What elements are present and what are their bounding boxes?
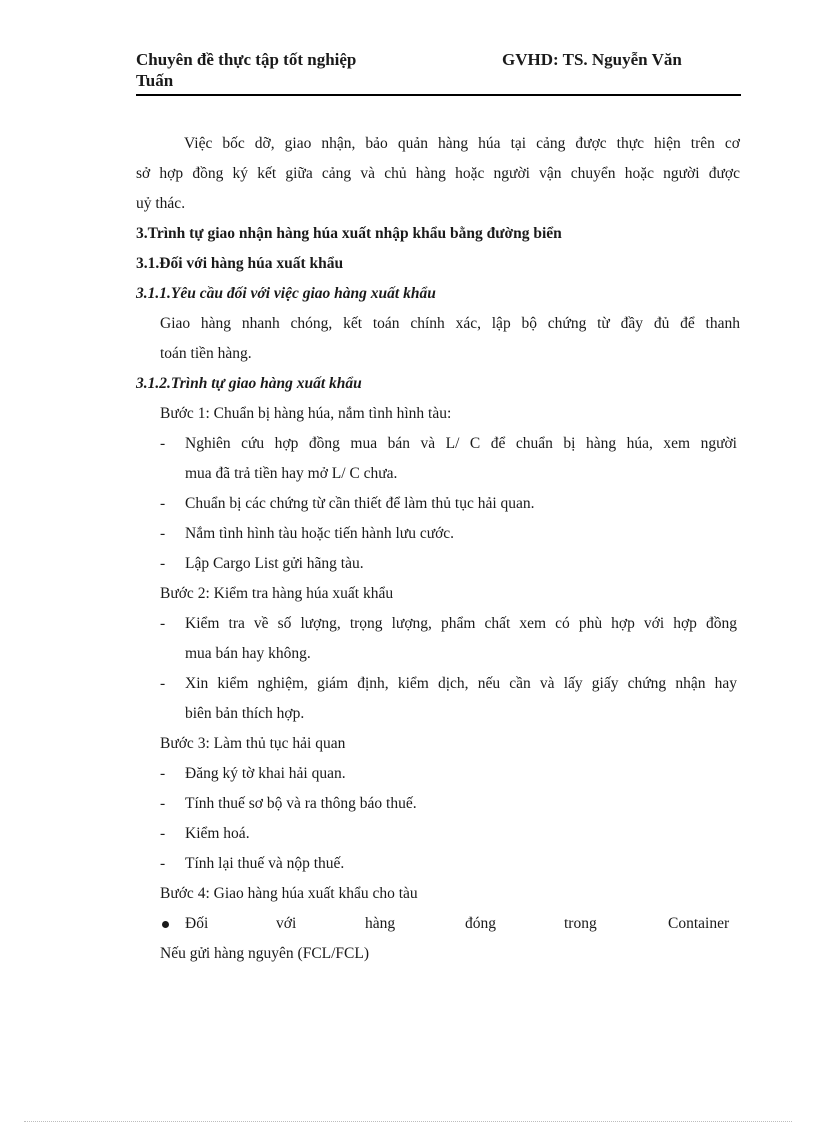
heading-section-3-1-2: 3.1.2.Trình tự giao hàng xuất khẩu [136, 375, 362, 392]
step-1-item-1: Nghiên cứu hợp đồng mua bán và L/ C để chuẩn bị hàng húa, xem người [185, 435, 737, 452]
step-2-item-2: Xin kiểm nghiệm, giám định, kiểm dịch, nếu cần và lấy giấy chứng nhận hay [185, 675, 737, 692]
step-2-item-1-continued: mua bán hay không. [185, 645, 311, 662]
bullet-word-5: trong [564, 915, 597, 932]
heading-section-3: 3.Trình tự giao nhận hàng húa xuất nhập khẩu bằng đường biển [136, 225, 562, 242]
header-advisor: GVHD: TS. Nguyễn Văn [502, 50, 682, 69]
step-3-item-3: Kiểm hoá. [185, 825, 250, 842]
list-dash: - [160, 795, 166, 812]
requirement-line-2: toán tiền hàng. [160, 345, 252, 362]
step-1-item-2: Chuẩn bị các chứng từ cần thiết để làm thủ tục hải quan. [185, 495, 535, 512]
list-dash: - [160, 435, 166, 452]
step-2-title: Bước 2: Kiểm tra hàng húa xuất khẩu [160, 585, 394, 602]
page-header [136, 50, 741, 96]
step-3-item-4: Tính lại thuế và nộp thuế. [185, 855, 345, 872]
intro-line-3: uỷ thác. [136, 195, 186, 212]
step-3-title: Bước 3: Làm thủ tục hải quan [160, 735, 346, 752]
step-2-item-1: Kiểm tra về số lượng, trọng lượng, phẩm chất xem có phù hợp với hợp đồng [185, 615, 737, 632]
step-1-item-4: Lập Cargo List gửi hãng tàu. [185, 555, 364, 572]
bullet-word-3: hàng [365, 915, 396, 932]
header-title: Chuyên đề thực tập tốt nghiệp [136, 50, 357, 69]
bullet-word-6: Container [668, 915, 730, 932]
heading-section-3-1: 3.1.Đối với hàng húa xuất khẩu [136, 255, 344, 272]
step-2-item-2-continued: biên bản thích hợp. [185, 705, 305, 722]
step-1-item-3: Nắm tình hình tàu hoặc tiến hành lưu cước. [185, 525, 455, 542]
list-dash: - [160, 555, 166, 572]
bullet-icon [162, 921, 169, 928]
requirement-line-1: Giao hàng nhanh chóng, kết toán chính xác, lập bộ chứng từ đầy đủ để thanh [160, 315, 740, 332]
step-1-title: Bước 1: Chuẩn bị hàng húa, nắm tình hình tàu: [160, 405, 452, 422]
list-dash: - [160, 675, 166, 692]
bullet-word-4: đóng [465, 915, 496, 932]
list-dash: - [160, 615, 166, 632]
bullet-word-2: với [276, 915, 297, 932]
step-3-item-2: Tính thuế sơ bộ và ra thông báo thuế. [185, 795, 417, 812]
intro-line-2: sở hợp đồng ký kết giữa cảng và chủ hàng hoặc người vận chuyển hoặc người được [136, 165, 740, 182]
step-3-item-1: Đăng ký tờ khai hải quan. [185, 765, 346, 782]
list-dash: - [160, 825, 166, 842]
list-dash: - [160, 765, 166, 782]
fcl-line: Nếu gửi hàng nguyên (FCL/FCL) [160, 945, 370, 962]
step-4-title: Bước 4: Giao hàng húa xuất khẩu cho tàu [160, 885, 418, 902]
bullet-word-1: Đối [185, 915, 209, 932]
page-bottom-border [24, 1121, 792, 1122]
step-1-item-1-continued: mua đã trả tiền hay mở L/ C chưa. [185, 465, 398, 482]
list-dash: - [160, 855, 166, 872]
list-dash: - [160, 495, 166, 512]
heading-section-3-1-1: 3.1.1.Yêu cầu đối với việc giao hàng xuất khẩu [136, 285, 436, 302]
list-dash: - [160, 525, 166, 542]
header-advisor-continued: Tuấn [136, 71, 174, 90]
intro-line-1: Việc bốc dỡ, giao nhận, bảo quản hàng húa tại cảng được thực hiện trên cơ [184, 135, 740, 152]
